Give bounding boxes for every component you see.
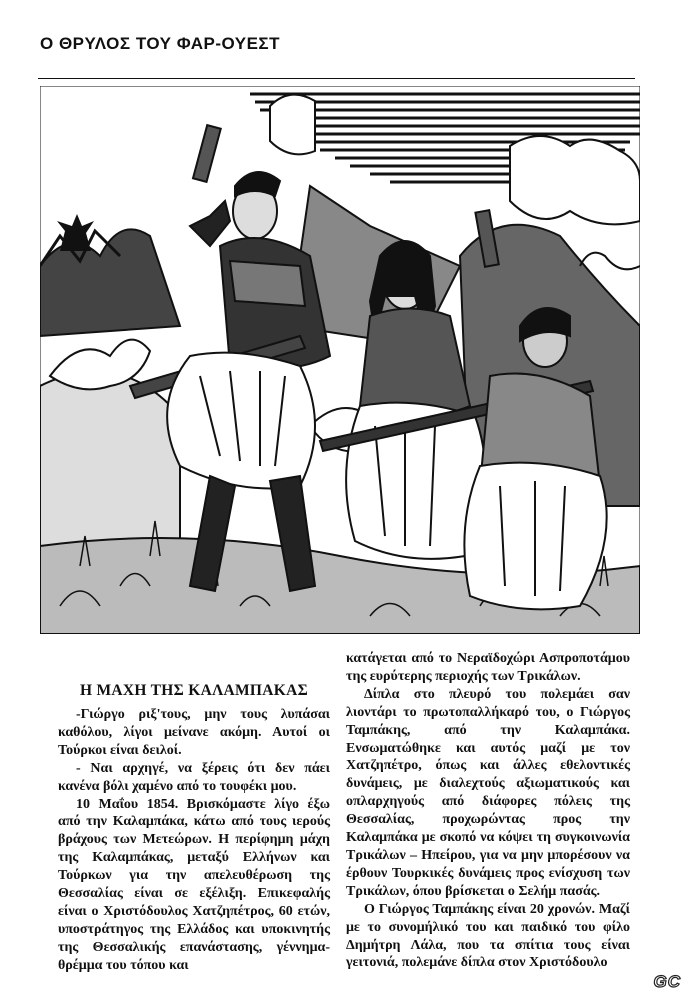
paragraph: Δίπλα στο πλευρό του πολεμάει σαν λιοντάρι το πρωτοπαλλήκαρό του, ο Γιώργος Ταμπάκης, από την Καλαμπάκα. Ενσωματώθηκε και αυτός μαζί με τον Χατζηπέτρο, όπως και άλλες εθελοντικές δυνάμεις, με διαλεχτούς αξιωματικούς και οπλαρχηγούς από διάφορες πόλεις της Θεσσαλίας, προχωρώντας προς την Καλαμπάκα με σκοπό να κόψει τη συγκοινωνία Τρικάλων – Ηπείρου, για να μην μπορέσουν να έρθουν Τουρκικές δυνάμεις προς ενίσχυση των Τρικάλων, όπου βρίσκεται ο Σελήμ πασάς. xyxy=(346,686,630,899)
article-column-left xyxy=(58,706,330,975)
series-title: Ο ΘΡΥΛΟΣ ΤΟΥ ΦΑΡ-ΟΥΕΣΤ xyxy=(40,34,281,53)
paragraph: κατάγεται από το Νεραϊδοχώρι Ασπροποτάμου της ευρύτερης περιοχής των Τρικάλων. xyxy=(346,651,630,684)
paragraph: Ο Γιώργος Ταμπάκης είναι 20 χρονών. Μαζί με το συνομήλικό του και παιδικό του φίλο Δημήτρη Λάλα, που τα σπίτια τους είναι γειτονιά, πολεμάνε δίπλα στον Χριστόδουλο xyxy=(346,901,630,971)
header-rule xyxy=(38,78,635,79)
battle-illustration xyxy=(40,86,640,634)
paragraph: 10 Μαΐου 1854. Βρισκόμαστε λίγο έξω από την Καλαμπάκα, κάτω από τους ιερούς βράχους των Μετεώρων. Η περίφημη μάχη της Καλαμπάκας, μεταξύ Ελλήνων και Τούρκων για την απελευθέρωση της Θεσσαλίας είναι σε εξέλιξη. Επικεφαλής είναι ο Χριστόδουλος Χατζηπέτρος, 60 ετών, υποστράτηγος της Ελλάδος και υποκινητής της Θεσσαλικής επανάστασης, γέννημα-θρέμμα του τόπου και xyxy=(58,796,330,973)
paragraph: - Ναι αρχηγέ, να ξέρεις ότι δεν πάει κανένα βόλι χαμένο από το τουφέκι μου. xyxy=(58,760,330,794)
article-title: Η ΜΑΧΗ ΤΗΣ ΚΑΛΑΜΠΑΚΑΣ xyxy=(79,682,309,699)
article-column-right xyxy=(346,650,630,972)
artist-signature: GC xyxy=(653,972,681,991)
paragraph: -Γιώργο ριξ'τους, μην τους λυπάσαι καθόλου, λίγοι μείνανε ακόμη. Αυτοί οι Τούρκοι είναι δειλοί. xyxy=(58,707,330,758)
